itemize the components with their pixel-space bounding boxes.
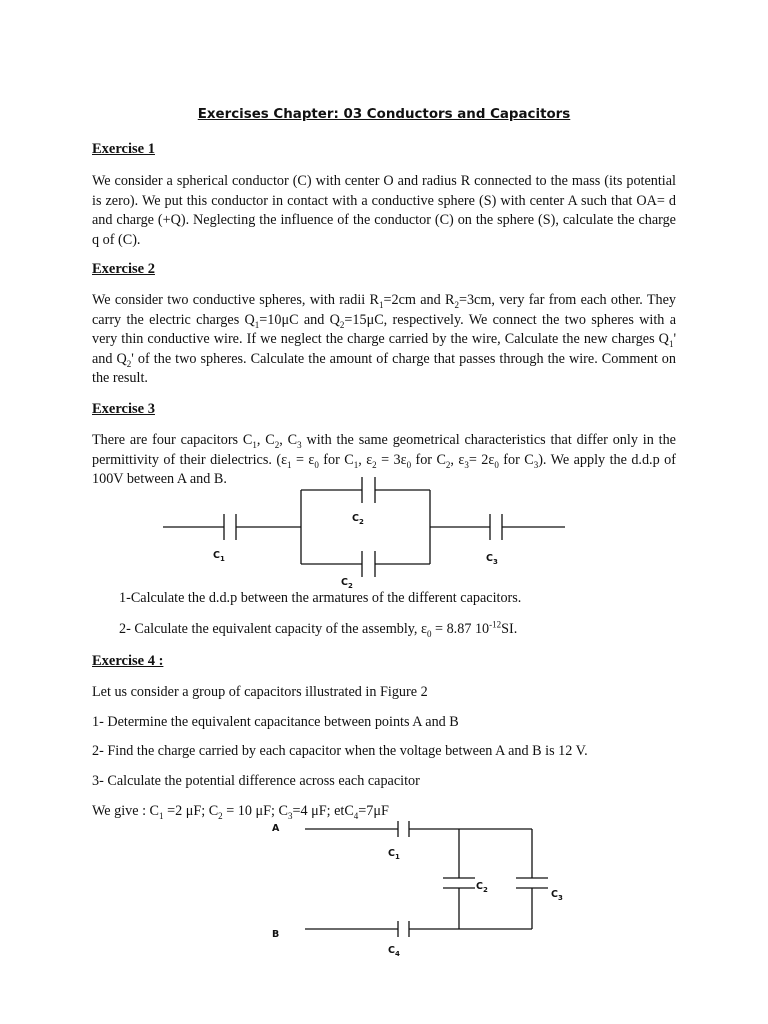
label-c2-bottom: $C_2$ [341, 577, 353, 590]
exercise-4-question-1: 1- Determine the equivalent capacitance between points A and B [92, 714, 459, 730]
exercise-3-text: There are four capacitors $C_1$, $C_2$, $C_3$ with the same geometrical characteristics that differ only in the permittivity of their dielectrics. ($\varepsilon_1 = \varepsilon_0$ for $C_1$, $\varepsilon_2 = 3\varepsilon_0$ for $C_2$, $\varepsilon_3= 2\varepsilon_0$ for $C_3$). We apply the d.d.p of 100V between A and B. [92, 432, 676, 488]
exercise-4-given-values: We give : $C_1 =2$ μF; $C_2 = 10$ μF; $C_3=4$ μF; etC$_4$=7μF [92, 803, 389, 821]
label-c1: $C_1$ [388, 848, 400, 861]
exercise-1-text: We consider a spherical conductor (C) with center O and radius R connected to the mass (its potential is zero). We put this conductor in contact with a conductive sphere (S) with center A such that OA= d and charge (+Q). Neglecting the influence of the conductor (C) on the sphere (S), calculate the charge q of (C). [92, 173, 676, 248]
label-c3: $C_3$ [551, 889, 563, 902]
label-c2-top: $C_2$ [352, 513, 364, 526]
exercise-4-question-2: 2- Find the charge carried by each capacitor when the voltage between A and B is 12 V. [92, 743, 588, 759]
label-c1: $C_1$ [213, 550, 225, 563]
exercise-3-question-2: 2- Calculate the equivalent capacity of the assembly, $\varepsilon_0 = 8.87$ $10^{-12}SI$. [119, 619, 518, 639]
label-a: A [272, 823, 280, 834]
exercise-2-heading: Exercise 2 [92, 261, 155, 277]
exercise-2-text: We consider two conductive spheres, with radii $R_1=2cm$ and $R_2=3cm$, very far from each other. They carry the electric charges $Q_1=10\mu C$ and $Q_2=15\mu C$, respectively. We connect the two spheres with a very thin conductive wire. If we neglect the charge carried by the wire, Calculate the new charges $Q_1'$ and $Q_2'$ of the two spheres. Calculate the amount of charge that passes through the wire. Comment on the result. [92, 292, 676, 387]
exercise-4-heading: Exercise 4 : [92, 653, 164, 669]
exercise-4-intro: Let us consider a group of capacitors illustrated in Figure 2 [92, 684, 428, 700]
exercise-4-question-3: 3- Calculate the potential difference across each capacitor [92, 773, 420, 789]
label-c3: $C_3$ [486, 553, 498, 566]
exercise-1-heading: Exercise 1 [92, 141, 155, 157]
label-c4: $C_4$ [388, 945, 400, 958]
page-title: Exercises Chapter: 03 Conductors and Capacitors [197, 107, 571, 122]
label-b: B [272, 929, 280, 940]
label-c2: $C_2$ [476, 881, 488, 894]
exercise-3-question-1: 1-Calculate the d.d.p between the armatures of the different capacitors. [119, 590, 522, 606]
exercise-3-heading: Exercise 3 [92, 401, 155, 417]
